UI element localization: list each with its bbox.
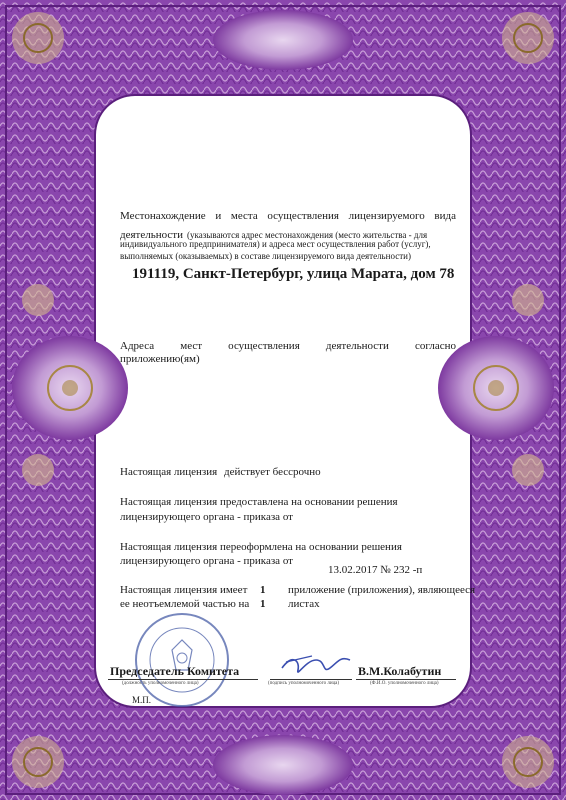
appendix-count-2: 1 — [260, 598, 266, 610]
seal-place-label: М.П. — [132, 695, 152, 705]
side-ornament-left-upper — [22, 284, 54, 316]
appendix-line-1-lead: Настоящая лицензия имеет — [120, 584, 248, 596]
addresses-line-1 — [120, 340, 456, 352]
reissue-order-number: 13.02.2017 № 232 -п — [328, 564, 423, 576]
location-word: Местонахождение — [120, 210, 206, 222]
signature-underline — [270, 679, 352, 680]
rosette-left — [12, 336, 128, 440]
appendix-line-2-lead: ее неотъемлемой частью на — [120, 598, 250, 610]
addresses-word: мест — [180, 340, 203, 352]
addresses-word: деятельности — [325, 340, 389, 352]
validity-value: действует бессрочно — [223, 466, 321, 478]
side-ornament-left-lower — [22, 454, 54, 486]
location-note: (указываются адрес местонахождения (место жительства - для — [186, 230, 428, 240]
licensed-address: 191119, Санкт-Петербург, улица Марата, дом 78 — [132, 266, 455, 282]
location-word: вида — [434, 210, 456, 222]
granted-line-1: Настоящая лицензия предоставлена на основании решения — [120, 496, 398, 508]
reissued-line-1: Настоящая лицензия переоформлена на основании решения — [120, 541, 402, 553]
signatory-position: Председатель Комитета — [110, 664, 240, 678]
position-caption: (должность уполномоченного лица) — [122, 681, 199, 686]
name-underline — [356, 679, 456, 680]
corner-ornament-bottom-left — [12, 736, 64, 788]
position-underline — [108, 679, 258, 680]
location-lead: деятельности — [120, 229, 183, 241]
corner-ornament-top-right — [502, 12, 554, 64]
corner-ornament-top-left — [12, 12, 64, 64]
location-line-4: выполняемых (оказываемых) в составе лицензируемого вида деятельности) — [120, 251, 411, 261]
name-caption: (Ф.И.О. уполномоченного лица) — [370, 681, 439, 686]
corner-ornament-bottom-right — [502, 736, 554, 788]
signatory-name: В.М.Колабутин — [358, 664, 442, 678]
addresses-word: Адреса — [120, 340, 155, 352]
rosette-bottom — [213, 735, 353, 795]
side-ornament-right-lower — [512, 454, 544, 486]
granted-line-2: лицензирующего органа - приказа от — [120, 511, 293, 523]
location-line-1 — [120, 210, 456, 222]
location-word: и — [215, 210, 222, 222]
appendix-line-1-tail: приложение (приложения), являющееся — [288, 584, 476, 596]
addresses-word: согласно — [415, 340, 456, 352]
location-word: лицензируемого — [348, 210, 425, 222]
validity-line — [120, 466, 321, 478]
rosette-top — [213, 10, 353, 70]
location-word: осуществления — [267, 210, 339, 222]
appendix-count-1: 1 — [260, 584, 266, 596]
reissued-line-2: лицензирующего органа - приказа от — [120, 555, 293, 567]
signature-caption: (подпись уполномоченного лица) — [268, 681, 340, 686]
location-line-3: индивидуального предпринимателя) и адреса мест осуществления работ (услуг), — [120, 239, 431, 249]
side-ornament-right-upper — [512, 284, 544, 316]
validity-lead: Настоящая лицензия — [120, 466, 218, 478]
appendix-line-2-tail: листах — [288, 598, 320, 610]
addresses-word: осуществления — [228, 340, 300, 352]
location-word: места — [230, 210, 258, 222]
addresses-line-2: приложению(ям) — [120, 353, 200, 365]
